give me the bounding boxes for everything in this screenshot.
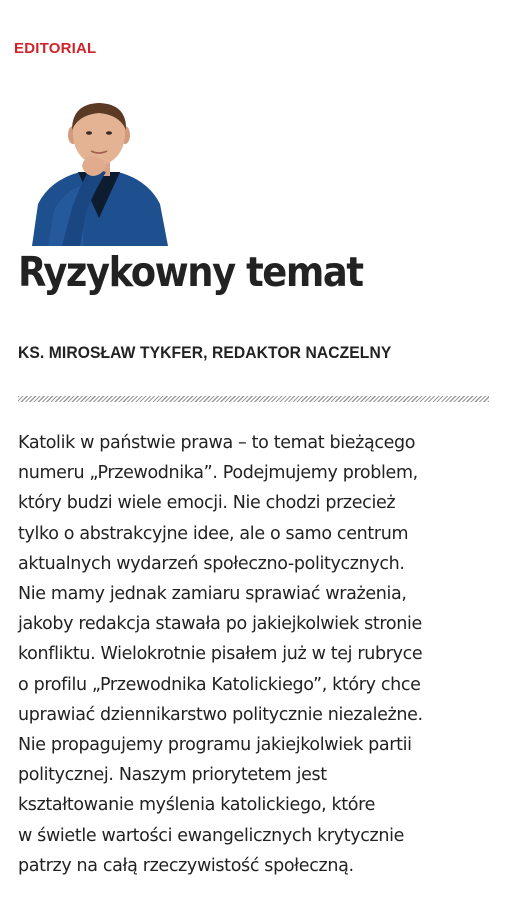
body-line: tylko o abstrakcyjne idee, ale o samo centrum xyxy=(18,523,409,544)
body-line: patrzy na całą rzeczywistość społeczną. xyxy=(18,855,354,876)
body-line: Nie propagujemy programu jakiejkolwiek partii xyxy=(18,735,412,756)
body-line: kształtowanie myślenia katolickiego, które xyxy=(18,795,376,816)
article-body xyxy=(18,428,498,881)
body-line: jakoby redakcja stawała po jakiejkolwiek stronie xyxy=(18,614,422,635)
body-line: który budzi wiele emocji. Nie chodzi przecież xyxy=(18,493,396,514)
body-line: o profilu „Przewodnika Katolickiego”, który chce xyxy=(18,674,421,695)
article-title: Ryzykowny temat xyxy=(18,248,363,296)
body-line: uprawiać dziennikarstwo politycznie niezależne. xyxy=(18,704,423,725)
body-line: Katolik w państwie prawa – to temat bieżącego xyxy=(18,433,416,453)
byline: KS. MIROSŁAW TYKFER, REDAKTOR NACZELNY xyxy=(18,343,392,362)
body-line: numeru „Przewodnika”. Podejmujemy problem, xyxy=(18,463,418,484)
section-label: EDITORIAL xyxy=(14,40,97,57)
body-line: w świetle wartości ewangelicznych krytycznie xyxy=(18,825,405,846)
body-line: konfliktu. Wielokrotnie pisałem już w tej rubryce xyxy=(18,644,423,665)
divider xyxy=(18,396,489,402)
author-photo xyxy=(28,100,170,246)
body-line: Nie mamy jednak zamiaru sprawiać wrażenia, xyxy=(18,584,407,605)
body-line: politycznej. Naszym priorytetem jest xyxy=(18,765,327,786)
body-line: aktualnych wydarzeń społeczno-politycznych. xyxy=(18,553,405,574)
